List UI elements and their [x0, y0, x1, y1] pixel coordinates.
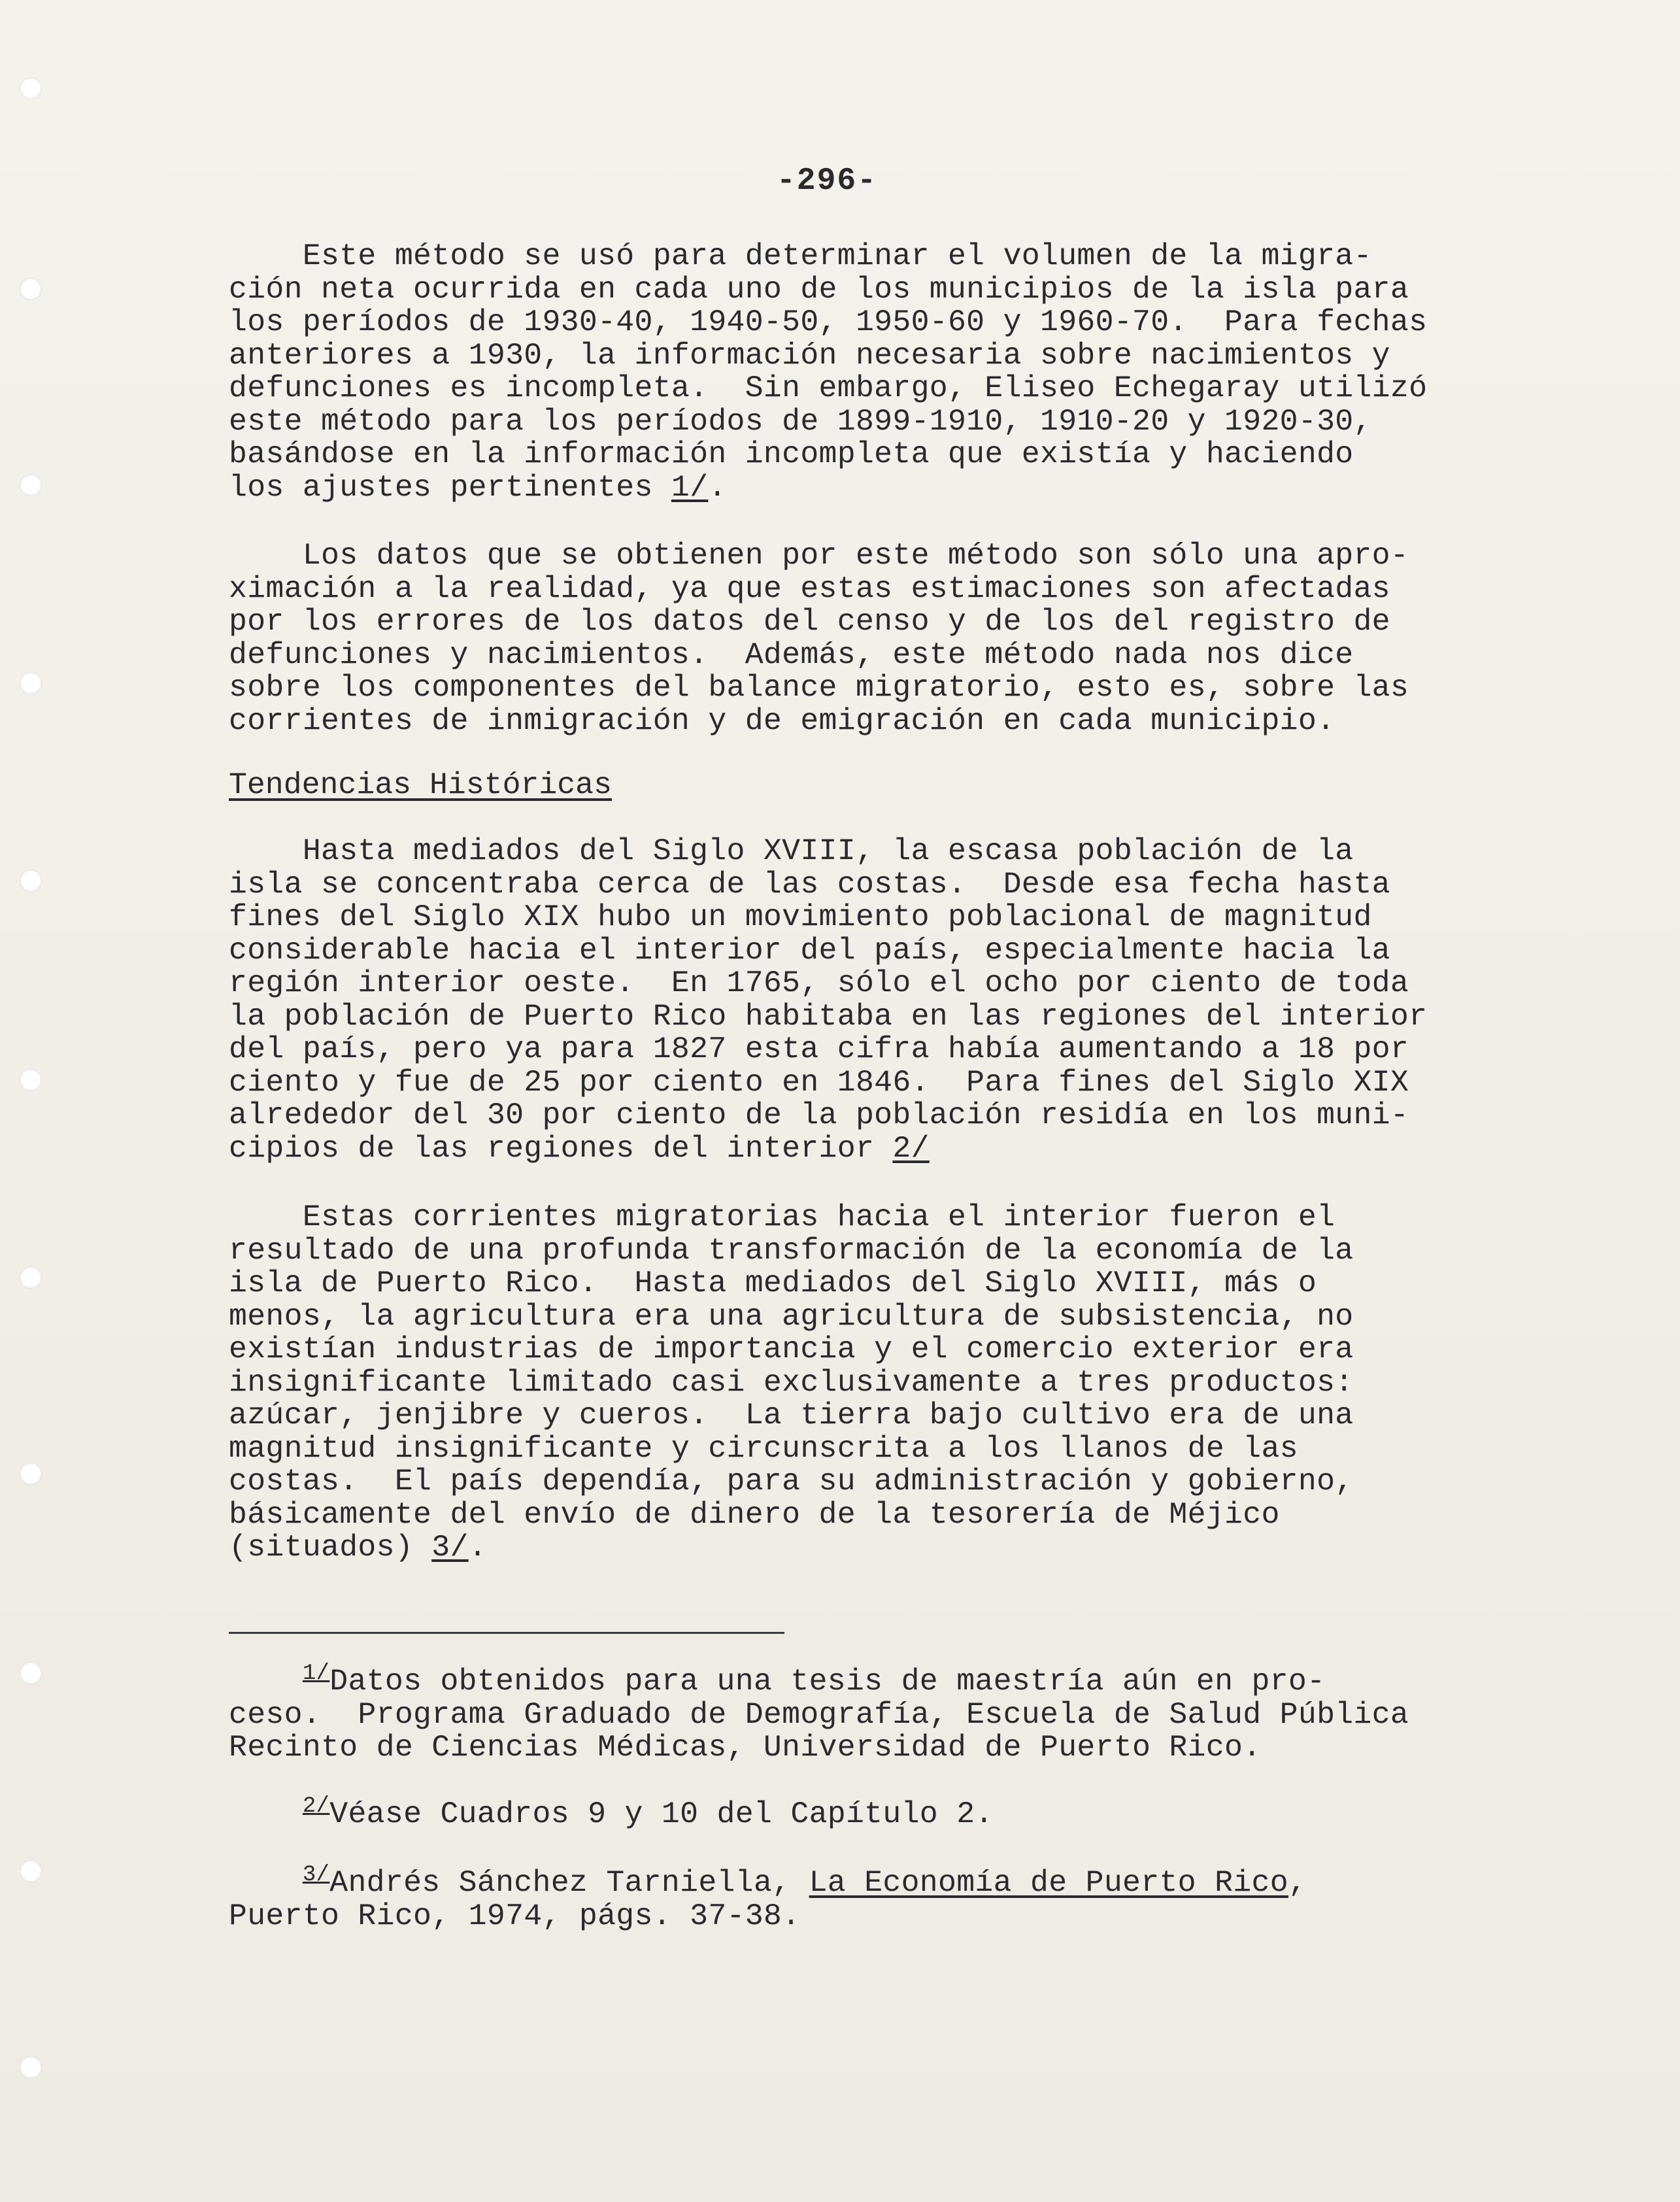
paragraph-method: Este método se usó para determinar el volumen de la migra- ción neta ocurrida en cada uno de los municipios de la isla para los períodos de 1930-40, 1940-50, 1950-60 y 1960-70. Para fechas anteriores a 1930, la información necesaria sobre nacimientos y defunciones es incompleta. Sin embargo, Eliseo Echegaray utilizó este método para los períodos de 1899-1910, 1910-20 y 1920-30, basándose en la información incompleta que existía y haciendo los ajustes pertinentes 1/.	[229, 239, 1428, 505]
punch-hole	[20, 1662, 42, 1684]
footnote-ref-2: 2/	[892, 1130, 930, 1166]
footnote-1-line-3: Recinto de Ciencias Médicas, Universidad de Puerto Rico.	[229, 1730, 1262, 1765]
footnote-2: $^{2/}$Véase Cuadros 9 y 10 del Capítulo 2.	[302, 1794, 994, 1831]
footnote-ref-3: 3/	[431, 1530, 469, 1565]
punch-hole	[20, 1860, 42, 1882]
section-heading: Tendencias Históricas	[229, 768, 612, 802]
paragraph-economy: Estas corrientes migratorias hacia el interior fueron el resultado de una profunda transformación de la economía de la isla de Puerto Rico. Hasta mediados del Siglo XVIII, más o menos, la agricultura era una agricultura de subsistencia, no existían industrias de importancia y el comercio exterior era insignificante limitado casi exclusivamente a tres productos: azúcar, jenjibre y cueros. La tierra bajo cultivo era de una magnitud insignificante y circunscrita a los llanos de las costas. El país dependía, para su administración y gobierno, básicamente del envío de dinero de la tesorería de Méjico (situados) 3/.	[229, 1200, 1354, 1565]
footnote-3-line-2: Puerto Rico, 1974, págs. 37-38.	[229, 1899, 801, 1933]
footnote-1-line-2: ceso. Programa Graduado de Demografía, Escuela de Salud Pública	[229, 1697, 1409, 1732]
punch-hole	[20, 2056, 42, 2078]
page-number: -296-	[776, 163, 878, 199]
punch-hole	[20, 1463, 42, 1485]
punch-hole	[20, 870, 42, 892]
punch-hole	[20, 278, 42, 300]
paragraph-limitations: Los datos que se obtienen por este método son sólo una apro- ximación a la realidad, ya que estas estimaciones son afectadas por los errores de los datos del censo y de los del registro de defunciones y nacimientos. Además, este método nada nos dice sobre los componentes del balance migratorio, esto es, sobre las corrientes de inmigración y de emigración en cada municipio.	[229, 538, 1409, 738]
footnote-separator	[229, 1632, 784, 1634]
footnote-3: $^{3/}$Andrés Sánchez Tarniella, La Economía de Puerto Rico,	[302, 1863, 1307, 1900]
punch-hole	[20, 1266, 42, 1289]
footnote-ref-1: 1/	[671, 469, 709, 505]
punch-hole	[20, 1069, 42, 1091]
punch-hole	[20, 77, 42, 99]
cited-book-title: La Economía de Puerto Rico	[809, 1865, 1288, 1900]
paragraph-history: Hasta mediados del Siglo XVIII, la escasa población de la isla se concentraba cerca de las costas. Desde esa fecha hasta fines del Siglo XIX hubo un movimiento poblacional de magnitud considerable hacia el interior del país, especialmente hacia la región interior oeste. En 1765, sólo el ocho por ciento de toda la población de Puerto Rico habitaba en las regiones del interior del país, pero ya para 1827 esta cifra había aumentando a 18 por ciento y fue de 25 por ciento en 1846. Para fines del Siglo XIX alrededor del 30 por ciento de la población residía en los muni- cipios de las regiones del interior 2/	[229, 834, 1428, 1166]
footnote-1: $^{1/}$Datos obtenidos para una tesis de maestría aún en pro-	[302, 1661, 1326, 1699]
punch-hole	[20, 672, 42, 694]
punch-hole	[20, 474, 42, 496]
